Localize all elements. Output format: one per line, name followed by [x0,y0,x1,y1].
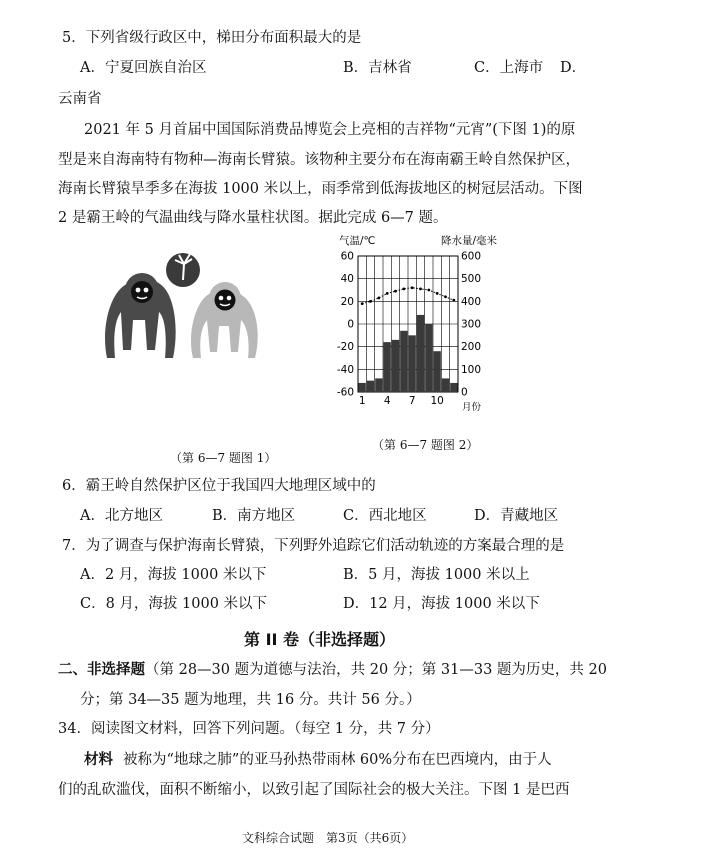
left-axis-title: 气温/℃ [339,235,376,247]
intro-line-4: 2 是霸王岭的气温曲线与降水量柱状图。据此完成 6—7 题。 [58,210,448,226]
left-tick-label: -60 [336,386,354,399]
precipitation-bar [384,342,391,392]
x-unit-label: 月份 [462,402,482,412]
climate-chart [325,232,500,412]
left-tick-label: 0 [347,318,354,331]
x-tick-label: 7 [408,395,416,407]
precipitation-bar [359,383,366,392]
right-axis-title: 降水量/毫米 [441,235,498,247]
q6-stem: 6．霸王岭自然保护区位于我国四大地理区域中的 [62,478,376,494]
right-tick-label: 300 [461,318,482,331]
x-tick-label: 10 [430,395,444,407]
precipitation-bar [434,351,441,392]
intro-line-1: 2021 年 5 月首届中国国际消费品博览会上亮相的吉祥物“元宵”(下图 1)的原 [84,122,576,138]
temperature-point [386,292,389,295]
q6-option-c: C．西北地区 [343,508,427,524]
q7-stem: 7．为了调查与保护海南长臂猿，下列野外追踪它们活动轨迹的方案最合理的是 [62,538,565,554]
x-tick-label: 1 [358,395,366,407]
q34-material-line-1 [84,748,552,769]
q34-stem: 34．阅读图文材料，回答下列问题。（每空 1 分，共 7 分） [58,721,440,737]
temperature-point [436,292,439,295]
left-tick-label: 40 [340,273,354,286]
precipitation-bar [375,378,382,392]
temperature-point [402,287,405,290]
temperature-point [361,302,364,305]
temperature-point [369,300,372,303]
part2-line-1-rest: （第 28—30 题为道德与法治，共 20 分；第 31—33 题为历史，共 20 [145,662,607,678]
intro-line-2: 型是来自海南特有物种—海南长臂猿。该物种主要分布在海南霸王岭自然保护区， [58,152,580,168]
right-tick-label: 400 [461,295,482,308]
q34-material-label: 材料 [84,752,113,768]
right-tick-label: 500 [461,273,482,286]
temperature-point [419,287,422,290]
q5-option-d: D． [560,60,587,76]
q7-option-a: A．2 月，海拔 1000 米以下 [80,567,267,583]
temperature-point [427,289,430,292]
q6-option-b: B．南方地区 [212,508,296,524]
temperature-point [411,286,414,289]
part2-label: 二、非选择题 [58,662,145,678]
precipitation-bar [400,331,407,392]
right-tick-label: 0 [461,386,468,399]
q7-option-c: C．8 月，海拔 1000 米以下 [80,596,268,612]
temperature-point [394,290,397,293]
q6-option-a: A．北方地区 [80,508,163,524]
gibbon-mascot-illustration [95,240,275,370]
figure2-caption: （第 6—7 题图 2） [372,438,479,452]
left-tick-label: 60 [340,250,354,263]
left-tick-label: 20 [340,295,354,308]
q7-option-b: B．5 月，海拔 1000 米以上 [343,567,530,583]
q5-stem: 5．下列省级行政区中，梯田分布面积最大的是 [62,30,362,46]
q5-option-d-wrap: 云南省 [58,91,102,107]
dark-gibbon [105,273,176,358]
right-tick-label: 100 [461,363,482,376]
q7-option-d: D．12 月，海拔 1000 米以下 [343,596,540,612]
precipitation-bar [392,340,399,392]
precipitation-bar [450,383,457,392]
x-tick-label: 4 [383,395,391,407]
left-tick-label: -40 [336,363,354,376]
precipitation-bar [442,378,449,392]
section-2-title: 第 II 卷（非选择题） [244,630,396,649]
light-gibbon [191,282,258,358]
q5-option-a: A．宁夏回族自治区 [80,60,207,76]
q5-option-b: B．吉林省 [343,60,412,76]
q5-option-c: C．上海市 [474,60,544,76]
intro-line-3: 海南长臂猿旱季多在海拔 1000 米以上，雨季常到低海拔地区的树冠层活动。下图 [58,181,583,197]
precipitation-bar [425,324,432,392]
page-footer: 文科综合试题 第3页（共6页） [242,831,414,845]
right-tick-label: 600 [461,250,482,263]
q34-material-line-2: 们的乱砍滥伐，面积不断缩小，以致引起了国际社会的极大关注。下图 1 是巴西 [58,782,570,798]
temperature-point [377,297,380,300]
q6-option-d: D．青藏地区 [474,508,559,524]
part2-line-2: 分；第 34—35 题为地理，共 16 分。共计 56 分。） [80,692,421,708]
right-tick-label: 200 [461,341,482,354]
precipitation-bar [417,315,424,392]
precipitation-bar [409,335,416,392]
temperature-point [444,295,447,298]
part2-line-1 [58,658,607,679]
precipitation-bar [367,381,374,392]
figure1-caption: （第 6—7 题图 1） [170,451,277,465]
left-tick-label: -20 [336,341,354,354]
temperature-point [452,299,455,302]
q34-material-text-1: 被称为“地球之肺”的亚马孙热带雨林 60%分布在巴西境内，由于人 [123,752,552,768]
